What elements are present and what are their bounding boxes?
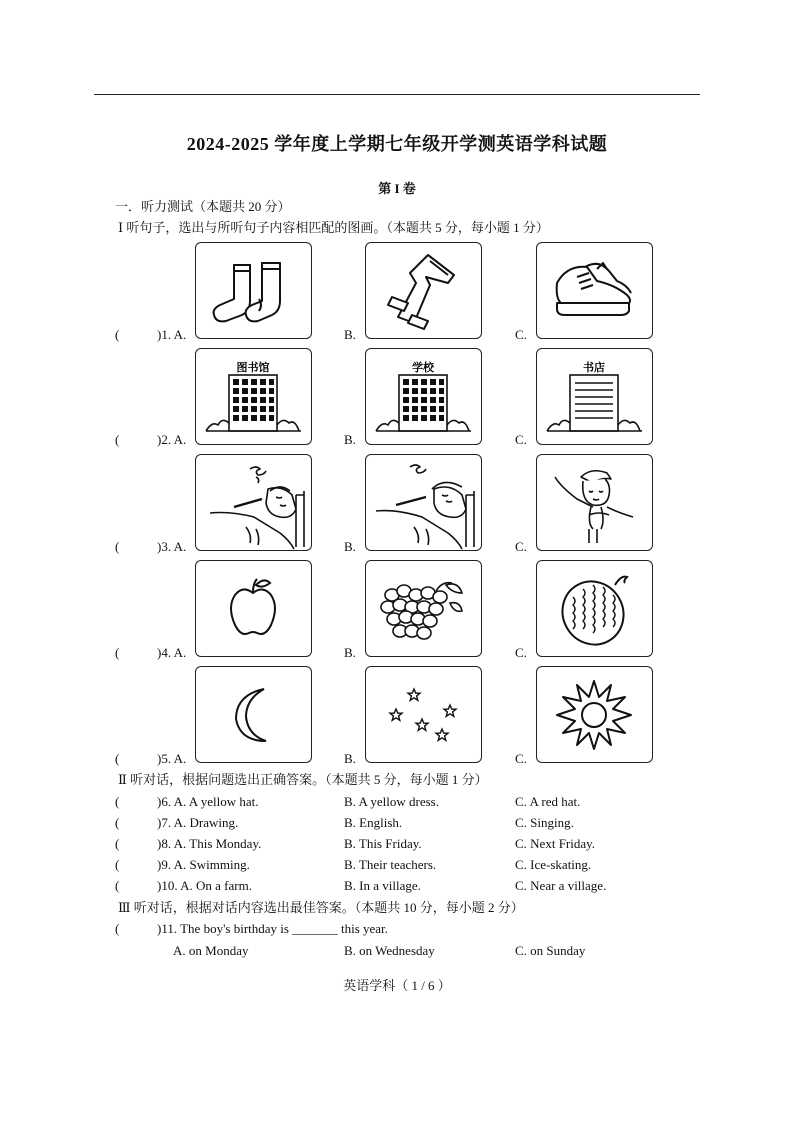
option-8b: B. This Friday. bbox=[344, 836, 422, 851]
picture-option-4b[interactable] bbox=[365, 560, 482, 657]
answer-paren: ( bbox=[115, 878, 120, 893]
watermelon-icon bbox=[537, 561, 652, 656]
option-b-label: B. bbox=[344, 432, 356, 447]
option-9c: C. Ice-skating. bbox=[515, 857, 592, 872]
question-number: )2. A. bbox=[157, 432, 187, 447]
picture-option-4c[interactable] bbox=[536, 560, 653, 657]
volume-label: 第 I 卷 bbox=[378, 181, 416, 196]
question-number: )4. A. bbox=[157, 645, 187, 660]
picture-option-5a[interactable] bbox=[195, 666, 312, 763]
answer-paren: ( bbox=[115, 857, 120, 872]
option-b-label: B. bbox=[344, 645, 356, 660]
picture-option-2c[interactable] bbox=[536, 348, 653, 445]
picture-option-1c[interactable] bbox=[536, 242, 653, 339]
option-11a: A. on Monday bbox=[173, 943, 249, 958]
moon-icon bbox=[196, 667, 311, 762]
part3-heading: Ⅲ 听对话，根据对话内容选出最佳答案。（本题共 10 分，每小题 2 分） bbox=[118, 900, 524, 915]
option-7c: C. Singing. bbox=[515, 815, 574, 830]
answer-paren: ( bbox=[115, 815, 120, 830]
library-building-icon bbox=[196, 349, 311, 444]
page-title: 2024-2025 学年度上学期七年级开学测英语学科试题 bbox=[186, 134, 608, 154]
bookstore-building-icon bbox=[537, 349, 652, 444]
part1-heading: Ⅰ 听句子，选出与所听句子内容相匹配的图画。（本题共 5 分，每小题 1 分） bbox=[118, 220, 549, 235]
socks-icon bbox=[196, 243, 311, 338]
option-c-label: C. bbox=[515, 327, 527, 342]
option-6b: B. A yellow dress. bbox=[344, 794, 439, 809]
picture-option-4a[interactable] bbox=[195, 560, 312, 657]
picture-option-5c[interactable] bbox=[536, 666, 653, 763]
picture-option-2a[interactable] bbox=[195, 348, 312, 445]
question-6: )6. A. A yellow hat. bbox=[157, 794, 259, 809]
header-rule bbox=[94, 94, 700, 95]
apple-icon bbox=[196, 561, 311, 656]
sun-icon bbox=[537, 667, 652, 762]
answer-paren: ( bbox=[115, 794, 120, 809]
option-b-label: B. bbox=[344, 539, 356, 554]
picture-option-3a[interactable] bbox=[195, 454, 312, 551]
section-one-heading: 一．听力测试（本题共 20 分） bbox=[115, 199, 291, 214]
building-sign-text: 书店 bbox=[583, 361, 605, 374]
option-c-label: C. bbox=[515, 751, 527, 766]
option-10b: B. In a village. bbox=[344, 878, 421, 893]
option-11b: B. on Wednesday bbox=[344, 943, 435, 958]
answer-paren: ( bbox=[115, 921, 120, 936]
option-10c: C. Near a village. bbox=[515, 878, 607, 893]
answer-paren: ( bbox=[115, 751, 120, 766]
part2-heading: Ⅱ 听对话，根据问题选出正确答案。（本题共 5 分，每小题 1 分） bbox=[118, 772, 488, 787]
answer-paren: ( bbox=[115, 327, 120, 342]
page-footer: 英语学科（ 1 / 6 ） bbox=[343, 978, 451, 993]
grapes-icon bbox=[366, 561, 481, 656]
answer-paren: ( bbox=[115, 645, 120, 660]
school-building-icon bbox=[366, 349, 481, 444]
answer-paren: ( bbox=[115, 539, 120, 554]
option-6c: C. A red hat. bbox=[515, 794, 581, 809]
option-9b: B. Their teachers. bbox=[344, 857, 437, 872]
picture-option-3c[interactable] bbox=[536, 454, 653, 551]
building-sign-text: 学校 bbox=[412, 361, 434, 374]
question-10: )10. A. On a farm. bbox=[157, 878, 252, 893]
option-b-label: B. bbox=[344, 751, 356, 766]
option-7b: B. English. bbox=[344, 815, 403, 830]
option-11c: C. on Sunday bbox=[515, 943, 586, 958]
option-c-label: C. bbox=[515, 645, 527, 660]
question-9: )9. A. Swimming. bbox=[157, 857, 250, 872]
stars-icon bbox=[366, 667, 481, 762]
sick-girl-thermometer-icon bbox=[366, 455, 481, 550]
picture-option-1a[interactable] bbox=[195, 242, 312, 339]
question-number: )5. A. bbox=[157, 751, 187, 766]
pants-icon bbox=[366, 243, 481, 338]
picture-option-1b[interactable] bbox=[365, 242, 482, 339]
option-b-label: B. bbox=[344, 327, 356, 342]
sick-boy-thermometer-icon bbox=[196, 455, 311, 550]
option-8c: C. Next Friday. bbox=[515, 836, 596, 851]
picture-option-5b[interactable] bbox=[365, 666, 482, 763]
option-c-label: C. bbox=[515, 539, 527, 554]
answer-paren: ( bbox=[115, 836, 120, 851]
question-7: )7. A. Drawing. bbox=[157, 815, 239, 830]
picture-option-3b[interactable] bbox=[365, 454, 482, 551]
question-number: )1. A. bbox=[157, 327, 187, 342]
sneakers-icon bbox=[537, 243, 652, 338]
option-c-label: C. bbox=[515, 432, 527, 447]
question-number: )3. A. bbox=[157, 539, 187, 554]
building-sign-text: 图书馆 bbox=[236, 361, 270, 374]
question-11: )11. The boy's birthday is _______ this year. bbox=[157, 921, 388, 936]
girl-eating-icon bbox=[537, 455, 652, 550]
question-8: )8. A. This Monday. bbox=[157, 836, 262, 851]
answer-paren: ( bbox=[115, 432, 120, 447]
picture-option-2b[interactable] bbox=[365, 348, 482, 445]
